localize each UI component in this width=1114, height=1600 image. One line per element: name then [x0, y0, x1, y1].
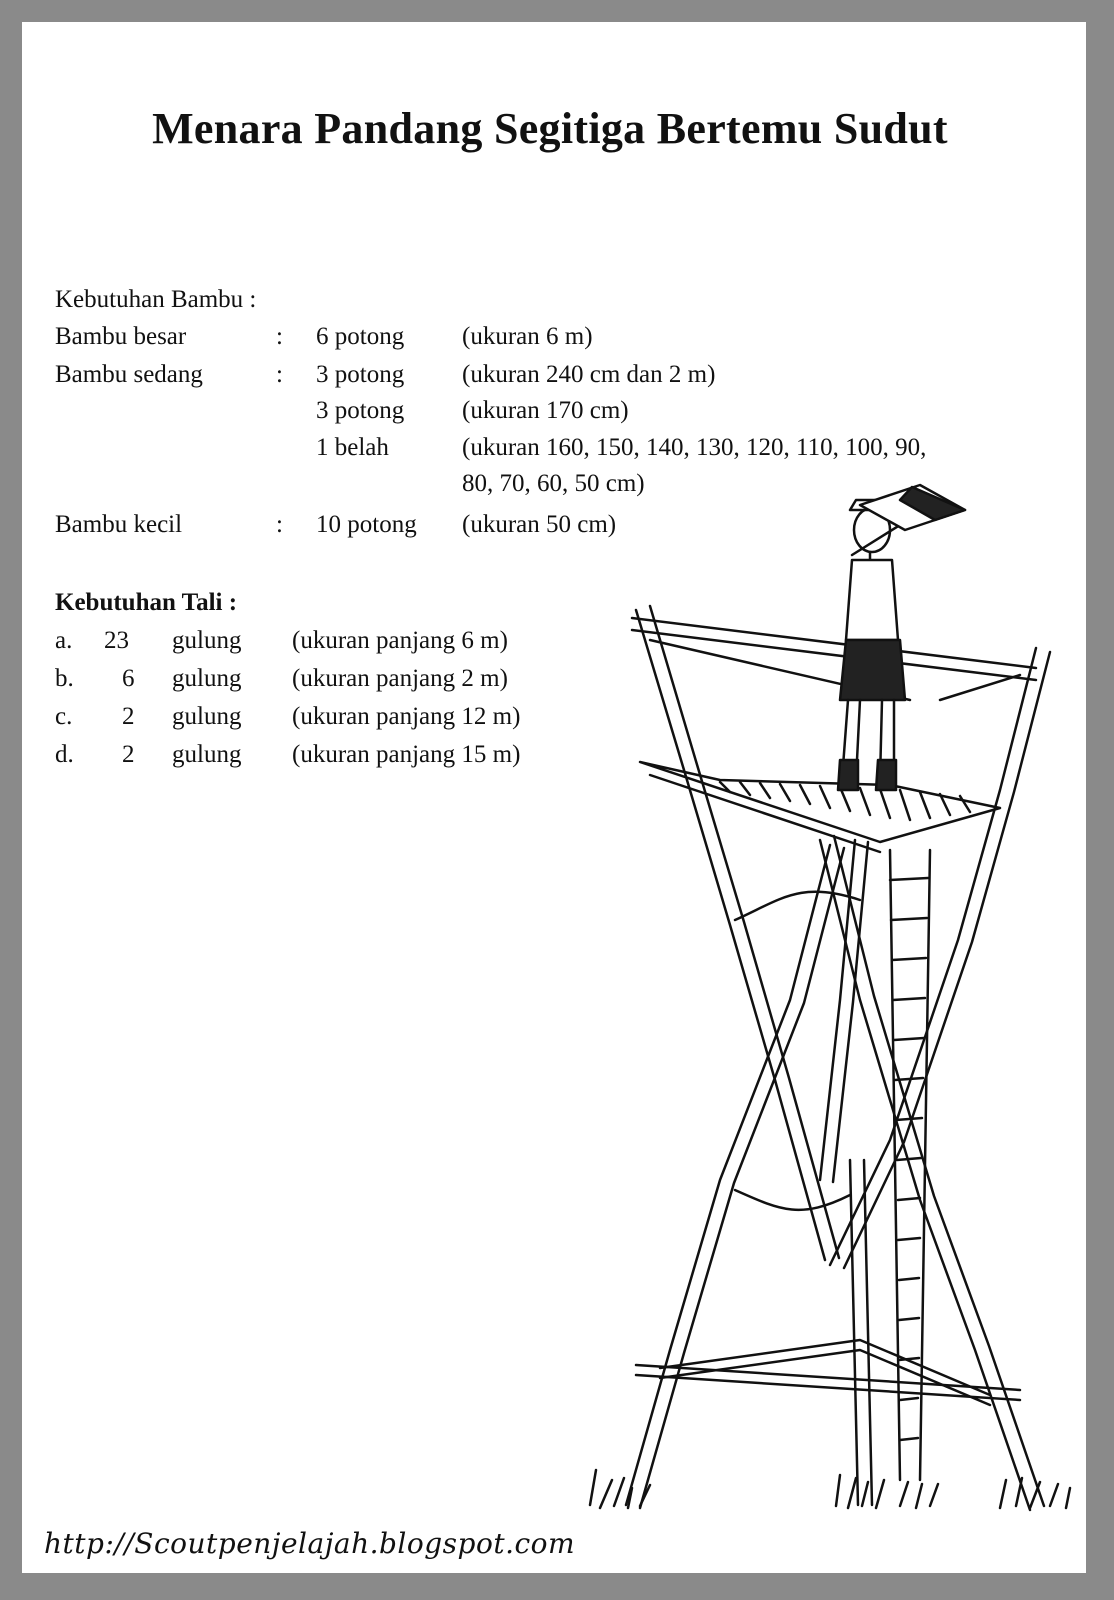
- bamboo-sedang-sep: :: [276, 361, 283, 388]
- rope-num-b: 6: [122, 665, 135, 692]
- rope-size-d: (ukuran panjang 15 m): [292, 741, 521, 768]
- bamboo-pole: [626, 845, 830, 1505]
- page-title: Menara Pandang Segitiga Bertemu Sudut: [152, 104, 948, 153]
- rope-unit-b: gulung: [172, 665, 242, 692]
- rope-letter-c: c.: [55, 703, 73, 730]
- bamboo-pole: [830, 648, 1036, 1265]
- bamboo-sedang-label: Bambu sedang: [55, 361, 203, 388]
- bamboo-besar-label: Bambu besar: [55, 323, 187, 350]
- bamboo-sedang-qty-2: 3 potong: [316, 397, 405, 424]
- bamboo-heading: Kebutuhan Bambu :: [55, 286, 257, 313]
- grass: [590, 1470, 650, 1508]
- rope-num-a: 23: [104, 627, 129, 654]
- bamboo-besar-size: (ukuran 6 m): [462, 323, 593, 350]
- bamboo-besar-qty: 6 potong: [316, 323, 405, 350]
- rope-letter-a: a.: [55, 627, 73, 654]
- rope-size-a: (ukuran panjang 6 m): [292, 627, 508, 654]
- bamboo-sedang-size-2: (ukuran 170 cm): [462, 397, 629, 424]
- blog-url-footer: http://Scoutpenjelajah.blogspot.com: [40, 1527, 579, 1560]
- rope-size-c: (ukuran panjang 12 m): [292, 703, 521, 730]
- rope-unit-a: gulung: [172, 627, 242, 654]
- rope-unit-d: gulung: [172, 741, 242, 768]
- rope-num-c: 2: [122, 703, 135, 730]
- rope-letter-b: b.: [55, 665, 74, 692]
- bamboo-kecil-size: (ukuran 50 cm): [462, 511, 617, 538]
- bamboo-kecil-sep: :: [276, 511, 283, 538]
- bamboo-sedang-size-3-cont: 80, 70, 60, 50 cm): [462, 470, 645, 497]
- bamboo-besar-sep: :: [276, 323, 283, 350]
- bamboo-kecil-label: Bambu kecil: [55, 511, 183, 538]
- rope-unit-c: gulung: [172, 703, 242, 730]
- scout-shorts: [840, 640, 905, 700]
- top-rail: [632, 618, 1036, 668]
- bamboo-kecil-qty: 10 potong: [316, 511, 417, 538]
- rope-num-d: 2: [122, 741, 135, 768]
- bamboo-sedang-size-1: (ukuran 240 cm dan 2 m): [462, 361, 716, 388]
- bamboo-sedang-qty-3: 1 belah: [316, 434, 389, 461]
- bamboo-sedang-qty-1: 3 potong: [316, 361, 405, 388]
- bamboo-pole: [636, 610, 825, 1260]
- bamboo-sedang-size-3: (ukuran 160, 150, 140, 130, 120, 110, 100, 90,: [462, 434, 927, 461]
- rope-size-b: (ukuran panjang 2 m): [292, 665, 508, 692]
- ladder-rail: [890, 850, 900, 1480]
- rope-letter-d: d.: [55, 741, 74, 768]
- rope-heading: Kebutuhan Tali :: [55, 589, 238, 616]
- scout-shirt: [846, 560, 898, 640]
